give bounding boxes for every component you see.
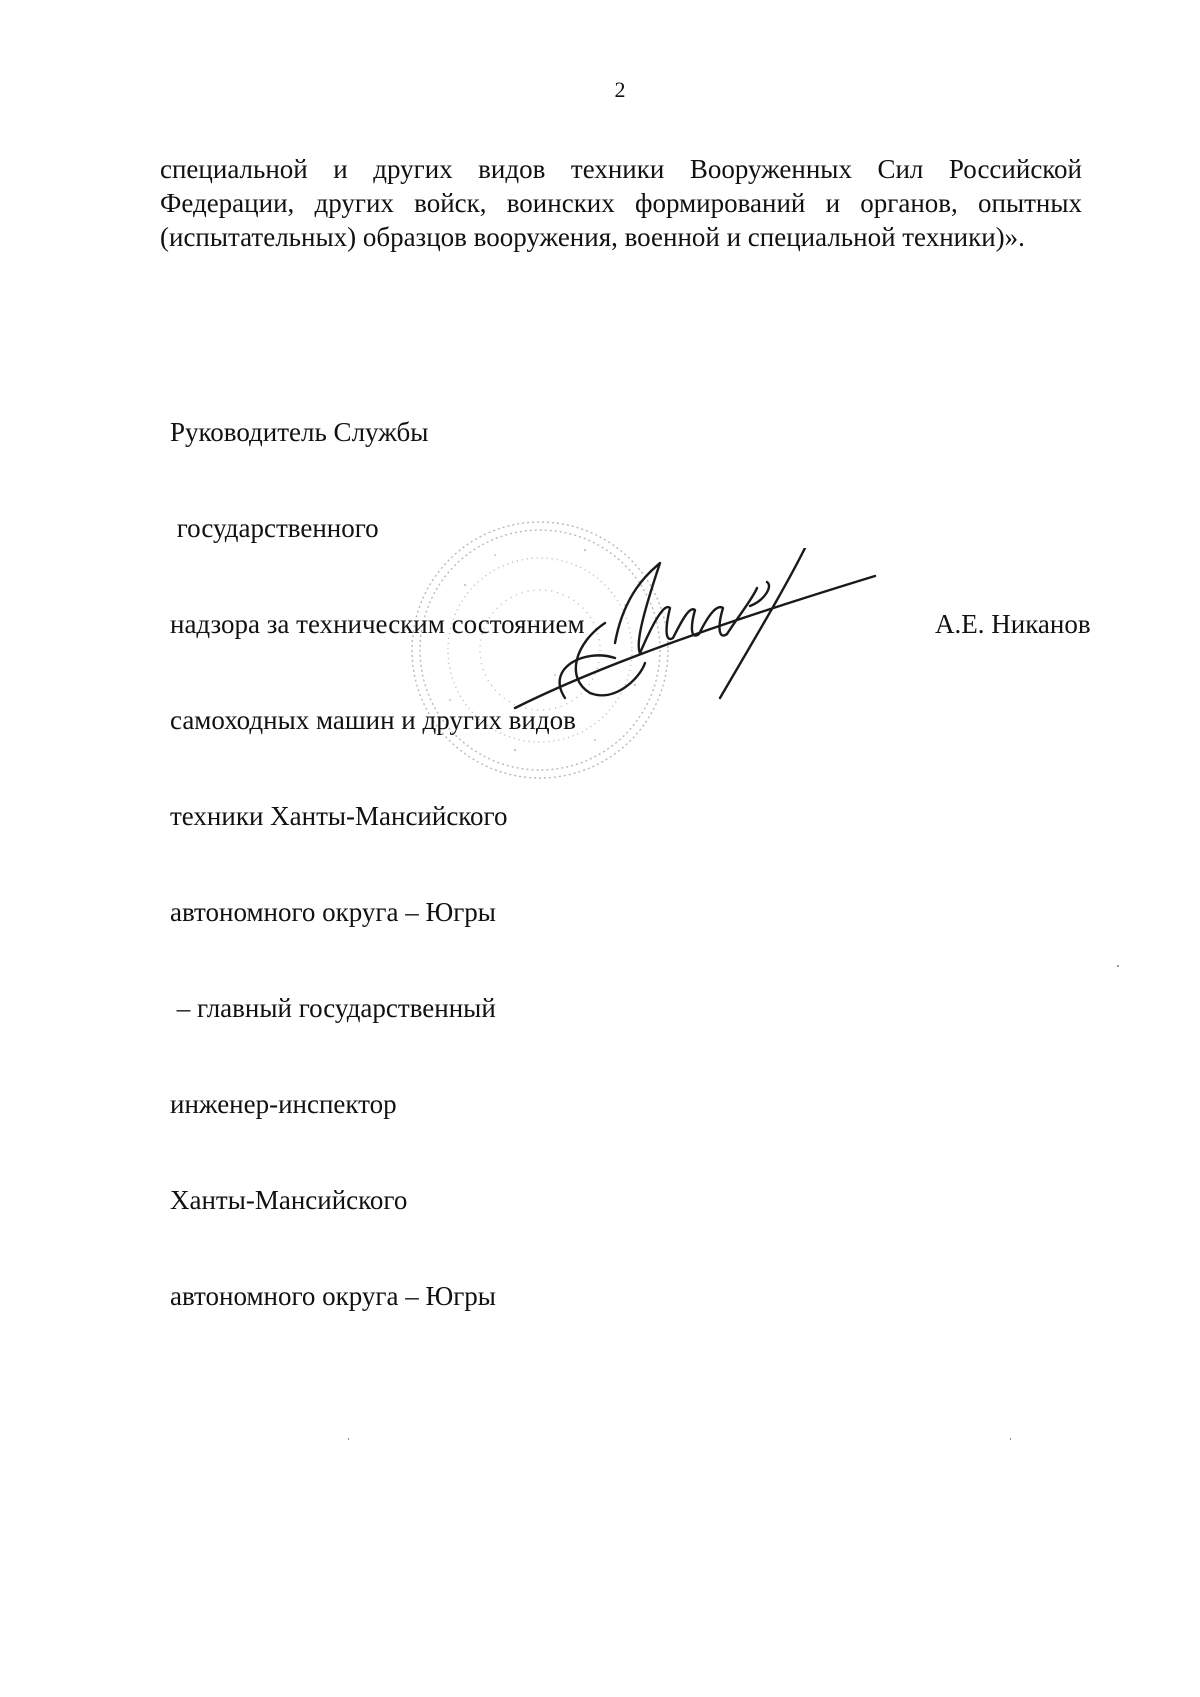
signatory-title-line: автономного округа – Югры	[170, 897, 496, 927]
scan-speck	[1117, 965, 1119, 967]
signatory-title-line: надзора за техническим состоянием	[170, 609, 585, 639]
signatory-title-line: Руководитель Службы	[170, 417, 429, 447]
body-line: (испытательных) образцов вооружения, военной и специальной техники)».	[160, 222, 1025, 252]
scan-speck	[348, 1438, 349, 1440]
signatory-title-line: автономного округа – Югры	[170, 1281, 496, 1311]
scan-speck	[1010, 1438, 1011, 1440]
signatory-title-line: – главный государственный	[170, 993, 496, 1023]
body-line: специальной и других видов техники Вооруженных Сил Российской	[160, 154, 1082, 184]
signatory-title	[170, 352, 585, 1344]
body-paragraph	[160, 152, 1082, 254]
signatory-title-line: техники Ханты-Мансийского	[170, 801, 508, 831]
signatory-title-line: Ханты-Мансийского	[170, 1185, 408, 1215]
page-number: 2	[614, 77, 626, 102]
body-line: Федерации, других войск, воинских формирований и органов, опытных	[160, 188, 1082, 218]
signer-name: А.Е. Никанов	[935, 609, 1091, 639]
signatory-title-line: самоходных машин и других видов	[170, 705, 576, 735]
signatory-title-line: государственного	[170, 513, 379, 543]
signatory-title-line: инженер-инспектор	[170, 1089, 397, 1119]
handwritten-signature-icon	[505, 548, 885, 728]
